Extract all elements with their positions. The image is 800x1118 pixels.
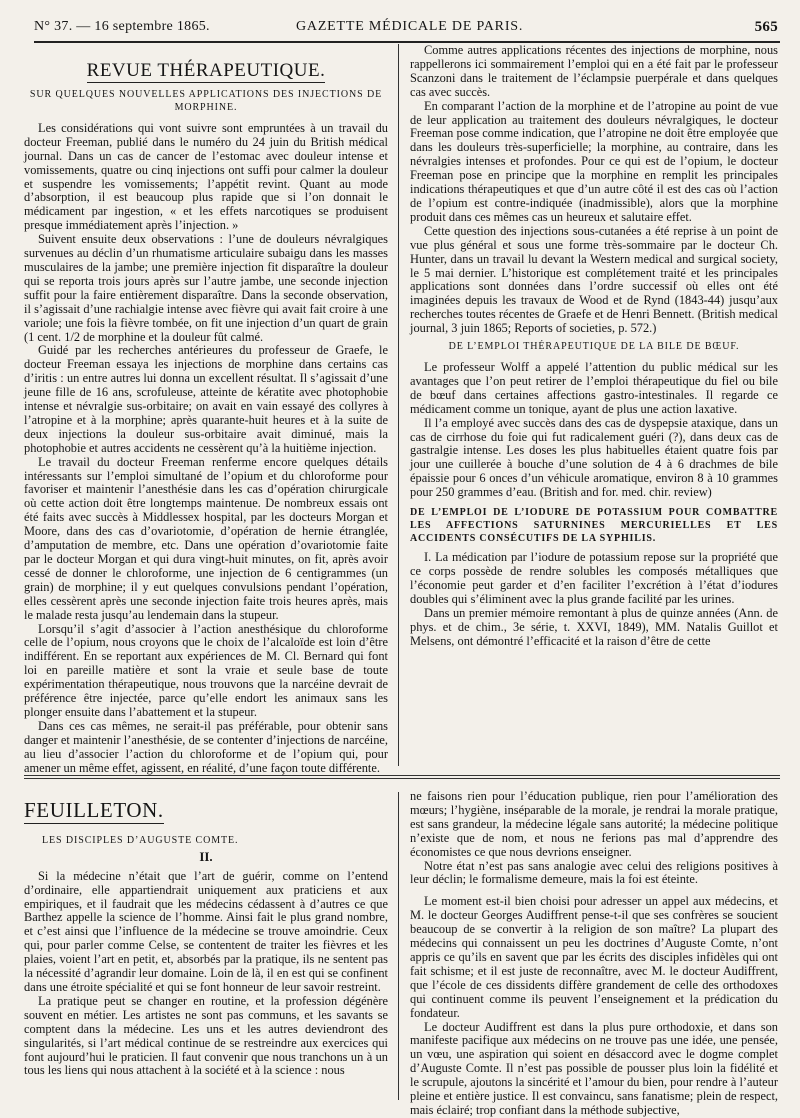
column-rule-top <box>398 44 399 766</box>
feuilleton-left-column <box>24 790 388 1100</box>
feuilleton-paragraph: Le docteur Audiffrent est dans la plus pure orthodoxie, et dans son manifeste pacifique aux médecins on ne trouve pas une idée, une pensée, un vœu, une aspiration qui soient en désaccord avec le dogme complet d’Auguste Comte. Il n’est pas possible de pousser plus loin la fidélité et le scrupule, ajoutons la sincérité et l’amour du bien, pour rendre à l’auteur pleine et entière justice. Il est convaincu, sans fanatisme; plein de respect, mais éclairé; trop confiant dans la méthode subjective, <box>410 1019 778 1117</box>
revue-paragraph: Guidé par les recherches antérieures du professeur de Graefe, le docteur Freeman essaya les injections de morphine dans certains cas d’iritis : un entre autres lui donna un excellent résultat. Il s’agissait d’une jeune fille de 16 ans, scrofuleuse, atteinte de kératite avec photophobie intense et névralgie sus-orbitaire; on avait en vain essayé des collyres à l’atropine et à la morphine; après quarante-huit heures et à la suite de deux injections la douleur sus-orbitaire avait diminué, mais la photophobie et autres accidents ne cessèrent qu’à la huitième injection. <box>24 343 388 455</box>
revue-subtitle: SUR QUELQUES NOUVELLES APPLICATIONS DES INJECTIONS DE MORPHINE. <box>29 88 383 113</box>
journal-title: GAZETTE MÉDICALE DE PARIS. <box>296 19 524 34</box>
revue-paragraph: Comme autres applications récentes des injections de morphine, nous rappellerons ici sommairement l’emploi qui en a été fait par le professeur Scanzoni dans le traitement de l’éclampsie puerpérale et dans quelques cas avec succès. <box>410 43 778 99</box>
feuilleton-right-column <box>410 789 778 1117</box>
revue-paragraph-continued: Dans ces cas mêmes, ne serait-il pas préférable, pour obtenir sans danger et maintenir l’anesthésie, de se contenter d’injections de narcéine, au lieu d’associer l’action du chloroforme et de l’opium qui, pour amener un même effet, agissent, en réalité, d’une façon toute différente. <box>24 718 388 775</box>
revue-paragraph: Cette question des injections sous-cutanées a été reprise à un point de vue plus général et sous une forme très-sommaire par le docteur Ch. Hunter, dans un travail lu devant la Western medical and surgical society, le 5 mai dernier. L’historique est complétement traité et les principales applications sont données dans l’ordre successif où elles ont été imaginées depuis les travaux de Wood et de Rynd (1843-44) jusqu’aux recherches toutes récentes de Graefe et de Henri Bennett. (British medical journal, 3 juin 1865; Reports of societies, p. 572.) <box>410 223 778 336</box>
revue-right-column <box>410 44 778 762</box>
running-head <box>34 17 780 43</box>
revue-paragraph: En comparant l’action de la morphine et de l’atropine au point de vue de leur application au traitement des douleurs névralgiques, le docteur Freeman pose comme indication, que l’atropine ne doit être employée que dans les douleurs très-superficielle; la morphine, au contraire, dans les névralgies intenses et profondes. Pour ce qui est de l’opium, le docteur Freeman pose en principe que la morphine en remplit les principales indications thérapeutiques et que d’un autre côté il est des cas où l’action de l’opium est contre-indiquée (inadmissible), alors que la morphine produit dans ces mêmes cas un heureux et salutaire effet. <box>410 98 778 224</box>
iodure-heading: DE L’EMPLOI DE L’IODURE DE POTASSIUM POUR COMBATTRE LES AFFECTIONS SATURNINES MERCURIELLES ET LES ACCIDENTS CONSÉCUTIFS DE LA SYPHILIS. <box>410 507 778 545</box>
feuilleton-subtitle: LES DISCIPLES D’AUGUSTE COMTE. <box>42 834 239 846</box>
bile-heading: DE L’EMPLOI THÉRAPEUTIQUE DE LA BILE DE BŒUF. <box>448 341 740 353</box>
feuilleton-paragraph-continued: ne faisons rien pour l’éducation publique, rien pour l’amélioration des mœurs; l’hygiène, inséparable de la morale, je rendrai la morale pratique, est sans grandeur, la médecine légale sans autorité; la médecine politique n’existe que de nom, et nous ne ferions pas mal d’apprendre des économistes ce que nous devrions enseigner. <box>410 789 778 859</box>
revue-left-column <box>24 44 388 775</box>
revue-paragraph: Suivent ensuite deux observations : l’une de douleurs névralgiques survenues au déclin d’un rhumatisme articulaire subaigu dans les masses musculaires de la jambe; une première injection fit disparaître la douleur qui se reporta trois jours après sur l’autre jambe, une seconde injection suffit pour la faire entièrement disparaître. Dans la seconde observation, il s’agissait d’une rachialgie intense avec fièvre qui avait fait croire à une variole; une fois la fièvre tombée, on fit une injection d’un quart de grain (1 cent. 1/2 de morphine et la douleur fût calmé. <box>24 232 388 344</box>
feuilleton-divider <box>24 775 780 779</box>
page-number: 565 <box>754 19 778 35</box>
bile-paragraph: Il l’a employé avec succès dans des cas de dyspepsie ataxique, dans un cas de cirrhose du foie qui fut radicalement guéri (?), dans deux cas de gastralgie intense. Les doses les plus habituelles étaient quatre fois par jour une cuillerée à bouche d’une solution de 4 à 6 drachmes de bile épaissie pour 6 onces d’un véhicule aromatique, environ 8 à 10 grammes pour 250 grammes d’eau. (British and for. med. chir. review) <box>410 415 778 500</box>
revue-paragraph: Le travail du docteur Freeman renferme encore quelques détails intéressants sur l’emploi simultané de l’opium et du chloroforme pour favoriser et maintenir l’anesthésie dans les cas d’opération chirurgicale où cette action doit être longtemps maintenue. De nombreux essais ont été faits avec succès à Middlessex hospital, par les docteurs Morgan et Moore, dans des cas d’ovariotomie, d’opération de hernie étranglée, d’amputation de membre, etc. Dans une opération d’ovariotomie faite par le docteur Morgan et qui dura vingt-huit minutes, on fit, après avoir cessé de donner le chloroforme, une injection de 6 centigrammes (un grain) de morphine; il y eut quelques convulsions pendant l’opération, elles cessèrent après une seconde injection faite trois heures après, mais le malade resta jusqu’au lendemain dans la stupeur. <box>24 454 388 622</box>
feuilleton-paragraph: Si la médecine n’était que l’art de guérir, comme on l’entend d’ordinaire, elle appartiendrait uniquement aux praticiens et aux empiriques, et il faudrait que les médecins cédassent à d’autres ce que Barthez appelle la science de l’homme. Ainsi fait le plus grand nombre, et c’est ainsi que l’influence de la médecine se trouve amoindrie. Ceux qui, pour parler comme Celse, se contentent de traiter les fièvres et les plaies, voient l’art en petit, et, absorbés par la pratique, ils ne sentent pas la nécessité d’agrandir leur domaine. Loin de là, il en est qui se confinent dans une étroite spécialité et qui se font honneur de leur savoir restreint. <box>24 868 388 994</box>
feuilleton-paragraph: Notre état n’est pas sans analogie avec celui des religions positives à leur déclin; le formalisme demeure, mais la foi est éteinte. <box>410 858 778 887</box>
bile-paragraph: Le professeur Wolff a appelé l’attention du public médical sur les avantages que l’on peut retirer de l’emploi thérapeutique du fiel ou bile de bœuf dans certaines affections gastro-intestinales. Il regarde ce médicament comme un tonique, ayant de plus une action laxative. <box>410 360 778 416</box>
revue-title: REVUE THÉRAPEUTIQUE. <box>86 60 326 81</box>
column-rule-bottom <box>398 792 399 1100</box>
revue-paragraph: Lorsqu’il s’agit d’associer à l’action anesthésique du chloroforme celle de l’opium, nous croyons que le choix de l’alcaloïde est loin d’être indifférent. En se reportant aux expériences de M. Cl. Bernard qui font loi en pareille matière et sont la vraie et seule base de toute expérimentation thérapeutique, nous trouvons que la narcéine devrait de préférence être injectée, parce qu’elle endort les animaux sans les plonger ensuite dans l’abattement et la stupeur. <box>24 621 388 719</box>
feuilleton-title: FEUILLETON. <box>24 798 164 822</box>
feuilleton-paragraph: La pratique peut se changer en routine, et la profession dégénère souvent en métier. Les artistes ne sont pas communs, et les savants se comptent dans la médecine. Les uns et les autres deviendront des singularités, si l’art médical continue de se restreindre aux exercices qui font aujourd’hui le praticien. Il faut convenir que nous tranchons un à un tous les liens qui nous attachent à la société et à la science : nous <box>24 993 388 1078</box>
issue-date: N° 37. — 16 septembre 1865. <box>34 19 210 34</box>
revue-paragraph: Les considérations qui vont suivre sont empruntées à un travail du docteur Freeman, publié dans le numéro du 24 juin du British médical journal. Dans un cas de cancer de l’estomac avec douleur intense et vomissements, quatre ou cinq injections ont suffi pour calmer la douleur et suspendre les vomissements; l’appétit revint. Quant au mode d’absorption, il est beaucoup plus rapide que si l’on donnait le médicament par ingestion, « et les effets narcotiques se produisent presque immédiatement après l’injection. » <box>24 120 388 233</box>
feuilleton-paragraph: Le moment est-il bien choisi pour adresser un appel aux médecins, et M. le docteur Georges Audiffrent pense-t-il que ses confrères se soucient beaucoup de se convertir à la religion de son maître? La plupart des médecins qui connaissent un peu les doctrines d’Auguste Comte, n’ont appris ce qu’ils en savent que par les écrits des disciples infidèles qui ont fait schisme; et il est juste de reconnaître, avec M. le docteur Audiffrent, que l’école de ces dissidents diffère grandement de celle des orthodoxes qui continuent comme ils peuvent l’enseignement et la prédication du fondateur. <box>410 894 778 1020</box>
feuilleton-section-number: II. <box>199 848 213 864</box>
iodure-paragraph: I. La médication par l’iodure de potassium repose sur la propriété que ce corps possède de rendre solubles les composés métalliques que l’économie peut garder et d’en faciliter l’excrétion à l’état d’iodures doubles qui s’éliminent avec la plus grande facilité par les urines. <box>410 550 778 606</box>
iodure-paragraph: Dans un premier mémoire remontant à plus de quinze années (Ann. de phys. et de chim., 3e série, t. XXVI, 1849), MM. Natalis Guillot et Melsens, ont démontré l’efficacité et la raison d’être de cette <box>410 605 778 648</box>
